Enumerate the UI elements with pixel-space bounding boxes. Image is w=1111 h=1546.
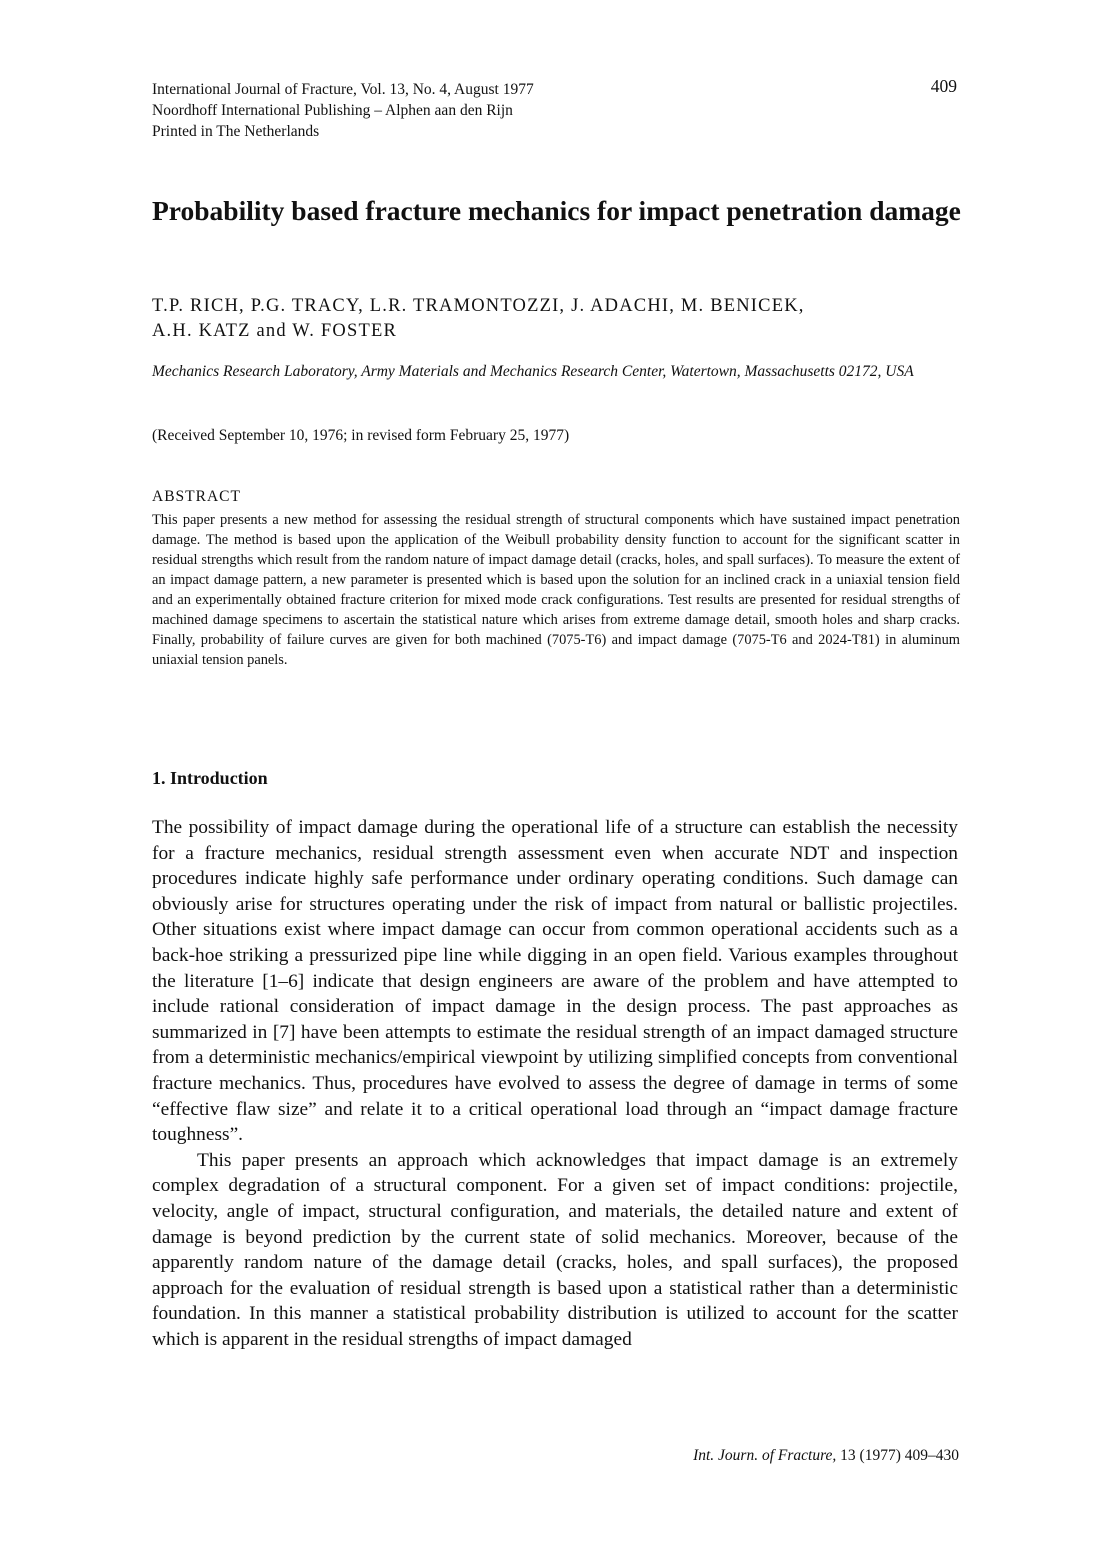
author-list bbox=[152, 294, 962, 344]
received-dates: (Received September 10, 1976; in revised form February 25, 1977) bbox=[152, 427, 570, 444]
journal-header bbox=[152, 76, 957, 142]
article-title: Probability based fracture mechanics for impact penetration damage bbox=[152, 195, 961, 226]
page-footer bbox=[693, 1447, 959, 1465]
abstract-text: This paper presents a new method for assessing the residual strength of structural components which have sustained impact penetration damage. The method is based upon the application of the Weibull probability density function to account for the significant scatter in residual strengths which result from the random nature of impact damage detail (cracks, holes, and spall surfaces). To measure the extent of an impact damage pattern, a new parameter is presented which is based upon the solution for an inclined crack in a uniaxial tension field and an experimentally obtained fracture criterion for mixed mode crack configurations. Test results are presented for residual strengths of machined damage specimens to ascertain the statistical nature which arises from extreme damage detail, smooth holes and sharp cracks. Finally, probability of failure curves are given for both machined (7075-T6) and impact damage (7075-T6 and 2024-T81) in aluminum uniaxial tension panels. bbox=[152, 512, 960, 668]
introduction-body bbox=[152, 815, 958, 1352]
authors-line-1: T.P. RICH, P.G. TRACY, L.R. TRAMONTOZZI, J. ADACHI, M. BENICEK, bbox=[152, 296, 805, 316]
paragraph-1: The possibility of impact damage during the operational life of a structure can establish the necessity for a fracture mechanics, residual strength assessment even when accurate NDT and inspection procedures indicate highly safe performance under ordinary operating conditions. Such damage can obviously arise for structures operating under the risk of impact from natural or ballistic projectiles. Other situations exist where impact damage can occur from common operational accidents such as a back-hoe striking a pressurized pipe line while digging in an open field. Various examples throughout the literature [1–6] indicate that design engineers are aware of the problem and have attempted to include rational consideration of impact damage in the design process. The past approaches as summarized in [7] have been attempts to estimate the residual strength of an impact damaged structure from a deterministic mechanics/empirical viewpoint by utilizing simplified concepts from conventional fracture mechanics. Thus, procedures have evolved to assess the degree of damage in terms of some “effective flaw size” and relate it to a critical operational load through an “impact damage fracture toughness”. bbox=[152, 817, 958, 1146]
page-number: 409 bbox=[930, 76, 957, 96]
authors-line-2: A.H. KATZ and W. FOSTER bbox=[152, 321, 397, 341]
paragraph-2: This paper presents an approach which acknowledges that impact damage is an extremely complex degradation of a structural component. For a given set of impact conditions: projectile, velocity, angle of impact, structural configuration, and materials, the detailed nature and extent of damage is beyond prediction by the current state of solid mechanics. Moreover, because of the apparently random nature of the damage detail (cracks, holes, and spall surfaces), the proposed approach for the evaluation of residual strength is based upon a statistical rather than a deterministic foundation. In this manner a statistical probability distribution is utilized to account for the scatter which is apparent in the residual strengths of impact damaged bbox=[152, 1149, 958, 1350]
section-heading-introduction: 1. Introduction bbox=[152, 768, 268, 788]
abstract-heading: ABSTRACT bbox=[152, 488, 241, 505]
publisher-line: Noordhoff International Publishing – Alphen aan den Rijn bbox=[152, 102, 513, 119]
journal-line: International Journal of Fracture, Vol. 13, No. 4, August 1977 bbox=[152, 81, 534, 98]
footer-journal: Int. Journ. of Fracture, bbox=[693, 1447, 837, 1464]
printed-line: Printed in The Netherlands bbox=[152, 123, 320, 140]
affiliation: Mechanics Research Laboratory, Army Materials and Mechanics Research Center, Watertown, Massachusetts 02172, USA bbox=[152, 363, 914, 380]
footer-citation: 13 (1977) 409–430 bbox=[840, 1447, 959, 1464]
